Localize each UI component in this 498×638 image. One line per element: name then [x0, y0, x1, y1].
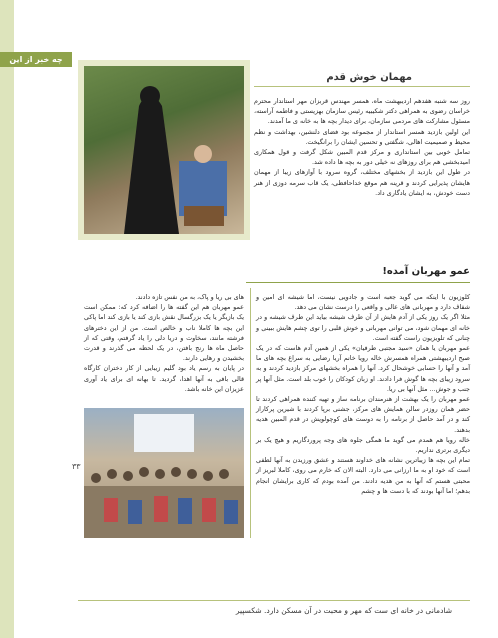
section-header-label: چه خبر از این خانه: [0, 52, 72, 67]
article-body-right: [256, 292, 470, 496]
paragraph: عمو مهربان را یک بهشت از هنرمندان برنامه ساز و تهیه کننده همراهی کردند تا حضر همان روزدر سالن همایش های مرکز، جشنی برپا کردند با شیرین پرکاراز کند و در آمد حاصل از برنامه را به دوست های کوچولویش در قدم المبین هدیه بدهند.: [256, 395, 470, 434]
paragraph: مثلا اگر یک روز یکی از آدم هایش از آن طرف شیشه بیاید این طرف شیشه و در خانه ای مهمان شود، می توانی مهربانی و خوش قلبی را توی چشم هایش ببینی و چنانی که تلویزیون راست گفته است.: [256, 313, 470, 342]
article-title: عمو مهربان آمده!: [246, 266, 470, 283]
group-photo: [84, 408, 244, 538]
paragraph: عمو مهربان یا همان «سید مجتبی طرفیان» یکی از همین آدم هاست که در یک صبح اردیبهشتی همراه همسرش خاله رویا خانم آریا رضایی به سراغ بچه های ما آمد و آنها را حسابی خوشحال کرد. آنها را همراه بخشهای مرکز بازدید کردند و به سرود زیبای بچه ها گوش فرا دادند. او زبان کودکان را خوب بلد است. مثل آنها پر جنب و جوش... مثل آنها بی ریا.: [256, 344, 470, 393]
visit-photo: [84, 66, 244, 234]
paragraph: های بی ریا و پاک، به من نفس تازه دادند.: [135, 293, 244, 301]
article-body: [254, 96, 470, 198]
footer-divider: [78, 600, 470, 601]
paragraph: در پایان به رسم یاد بود گلیم زیبایی از کار دختران کارگاه قالی بافی به آنها اهدا، گردید. تا بهانه ای برای یاد آوری عزیزان این خانه باشد.: [84, 364, 244, 393]
footer-quote: شادمانی در خانه ای ست که مهر و محبت در آن مسکن دارد. شکسپیر: [235, 606, 452, 615]
page-number: ۳۳: [72, 462, 81, 471]
paragraph: این اولین بازدید همسر استاندار از مجموعه بود فضای دلنشین، بهداشت و نظم محیط و صمیمیت اهالی، شگفتی و تحسین ایشان را برانگیخت.: [254, 127, 470, 146]
article-body-left: [84, 292, 244, 394]
article-title: مهمان خوش قدم: [326, 72, 412, 83]
paragraph: تمامل خوبی بین استانداری و مرکز قدم المبین شکل گرفت و قول همکاری امیدبخشی هم برای روزهای نه خیلی دور به بچه ها داده شد.: [254, 148, 470, 167]
paragraph: خاله رویا هم همدم می گوید ما همگی جلوه های وجه پروردگاریم و هیچ یک بر دیگری برتری نداریم.: [256, 435, 470, 455]
column-divider: [250, 288, 251, 538]
group-photo-illustration: [84, 408, 244, 538]
paragraph: کلوزیون با اینکه می گوید جعبه است و جادویی نیست، اما شیشه ای امین و شفاف دارد و مهربانی های عالی و واقعی را درست نشان می دهد.: [256, 293, 470, 312]
title-underline: [254, 86, 470, 87]
decorative-side-strip: [0, 0, 14, 638]
paragraph: روز سه شنبه هفدهم اردیبهشت ماه، همسر مهندس قربزان مهر استاندار محترم خراسان رضوی به همراهی دکتر شکیبیه رئیس سازمان بهزیستی و فاطمه آراسته، مسئول مشارکت های مردمی سازمان، برای دیدار بچه ها به خانه ی ما آمدند.: [254, 97, 470, 126]
paragraph: در طول این بازدید از بخشهای مختلف، گروه سرود با آوازهای زیبا از مهمان هایشان پذیرایی کردند و قرینه هم موقع خداحافظی، یک قاب سرمه دوزی از هنر دست خودش، به ایشان یادگاری داد.: [254, 168, 470, 197]
visit-photo-illustration: [84, 66, 244, 234]
paragraph: عمو مهربان هم این گفته ها را اضافه کرد که: ممکن است یک بازیگر یا یک بزرگسال نقش بازی کند یا بازی کند اما پاکی این بچه ها کاملا ناب و خالص است. من از این دخترهای فرشته مانند، سخاوت و دریا دلی را یاد گرفتم، وقتی که از حاصل ماه ها رنج بافتن، در یک لحظه می گذرند و قدرت بخشیدن و رهایی دارند.: [84, 303, 244, 363]
paragraph: تمام این بچه ها زیباترین نشانه های خداوند هستند و عشق ورزیدن به آنها لطفی است که خود او به ما ارزانی می دارد. البته الان که خارم می روی، کاملا لبریز از محبتی هستم که آنها به من هدیه دادند. من آمده بودم که کاری برایشان انجام بدهم؛ اما آنها بودند که با دست ها و چشم: [256, 456, 470, 495]
